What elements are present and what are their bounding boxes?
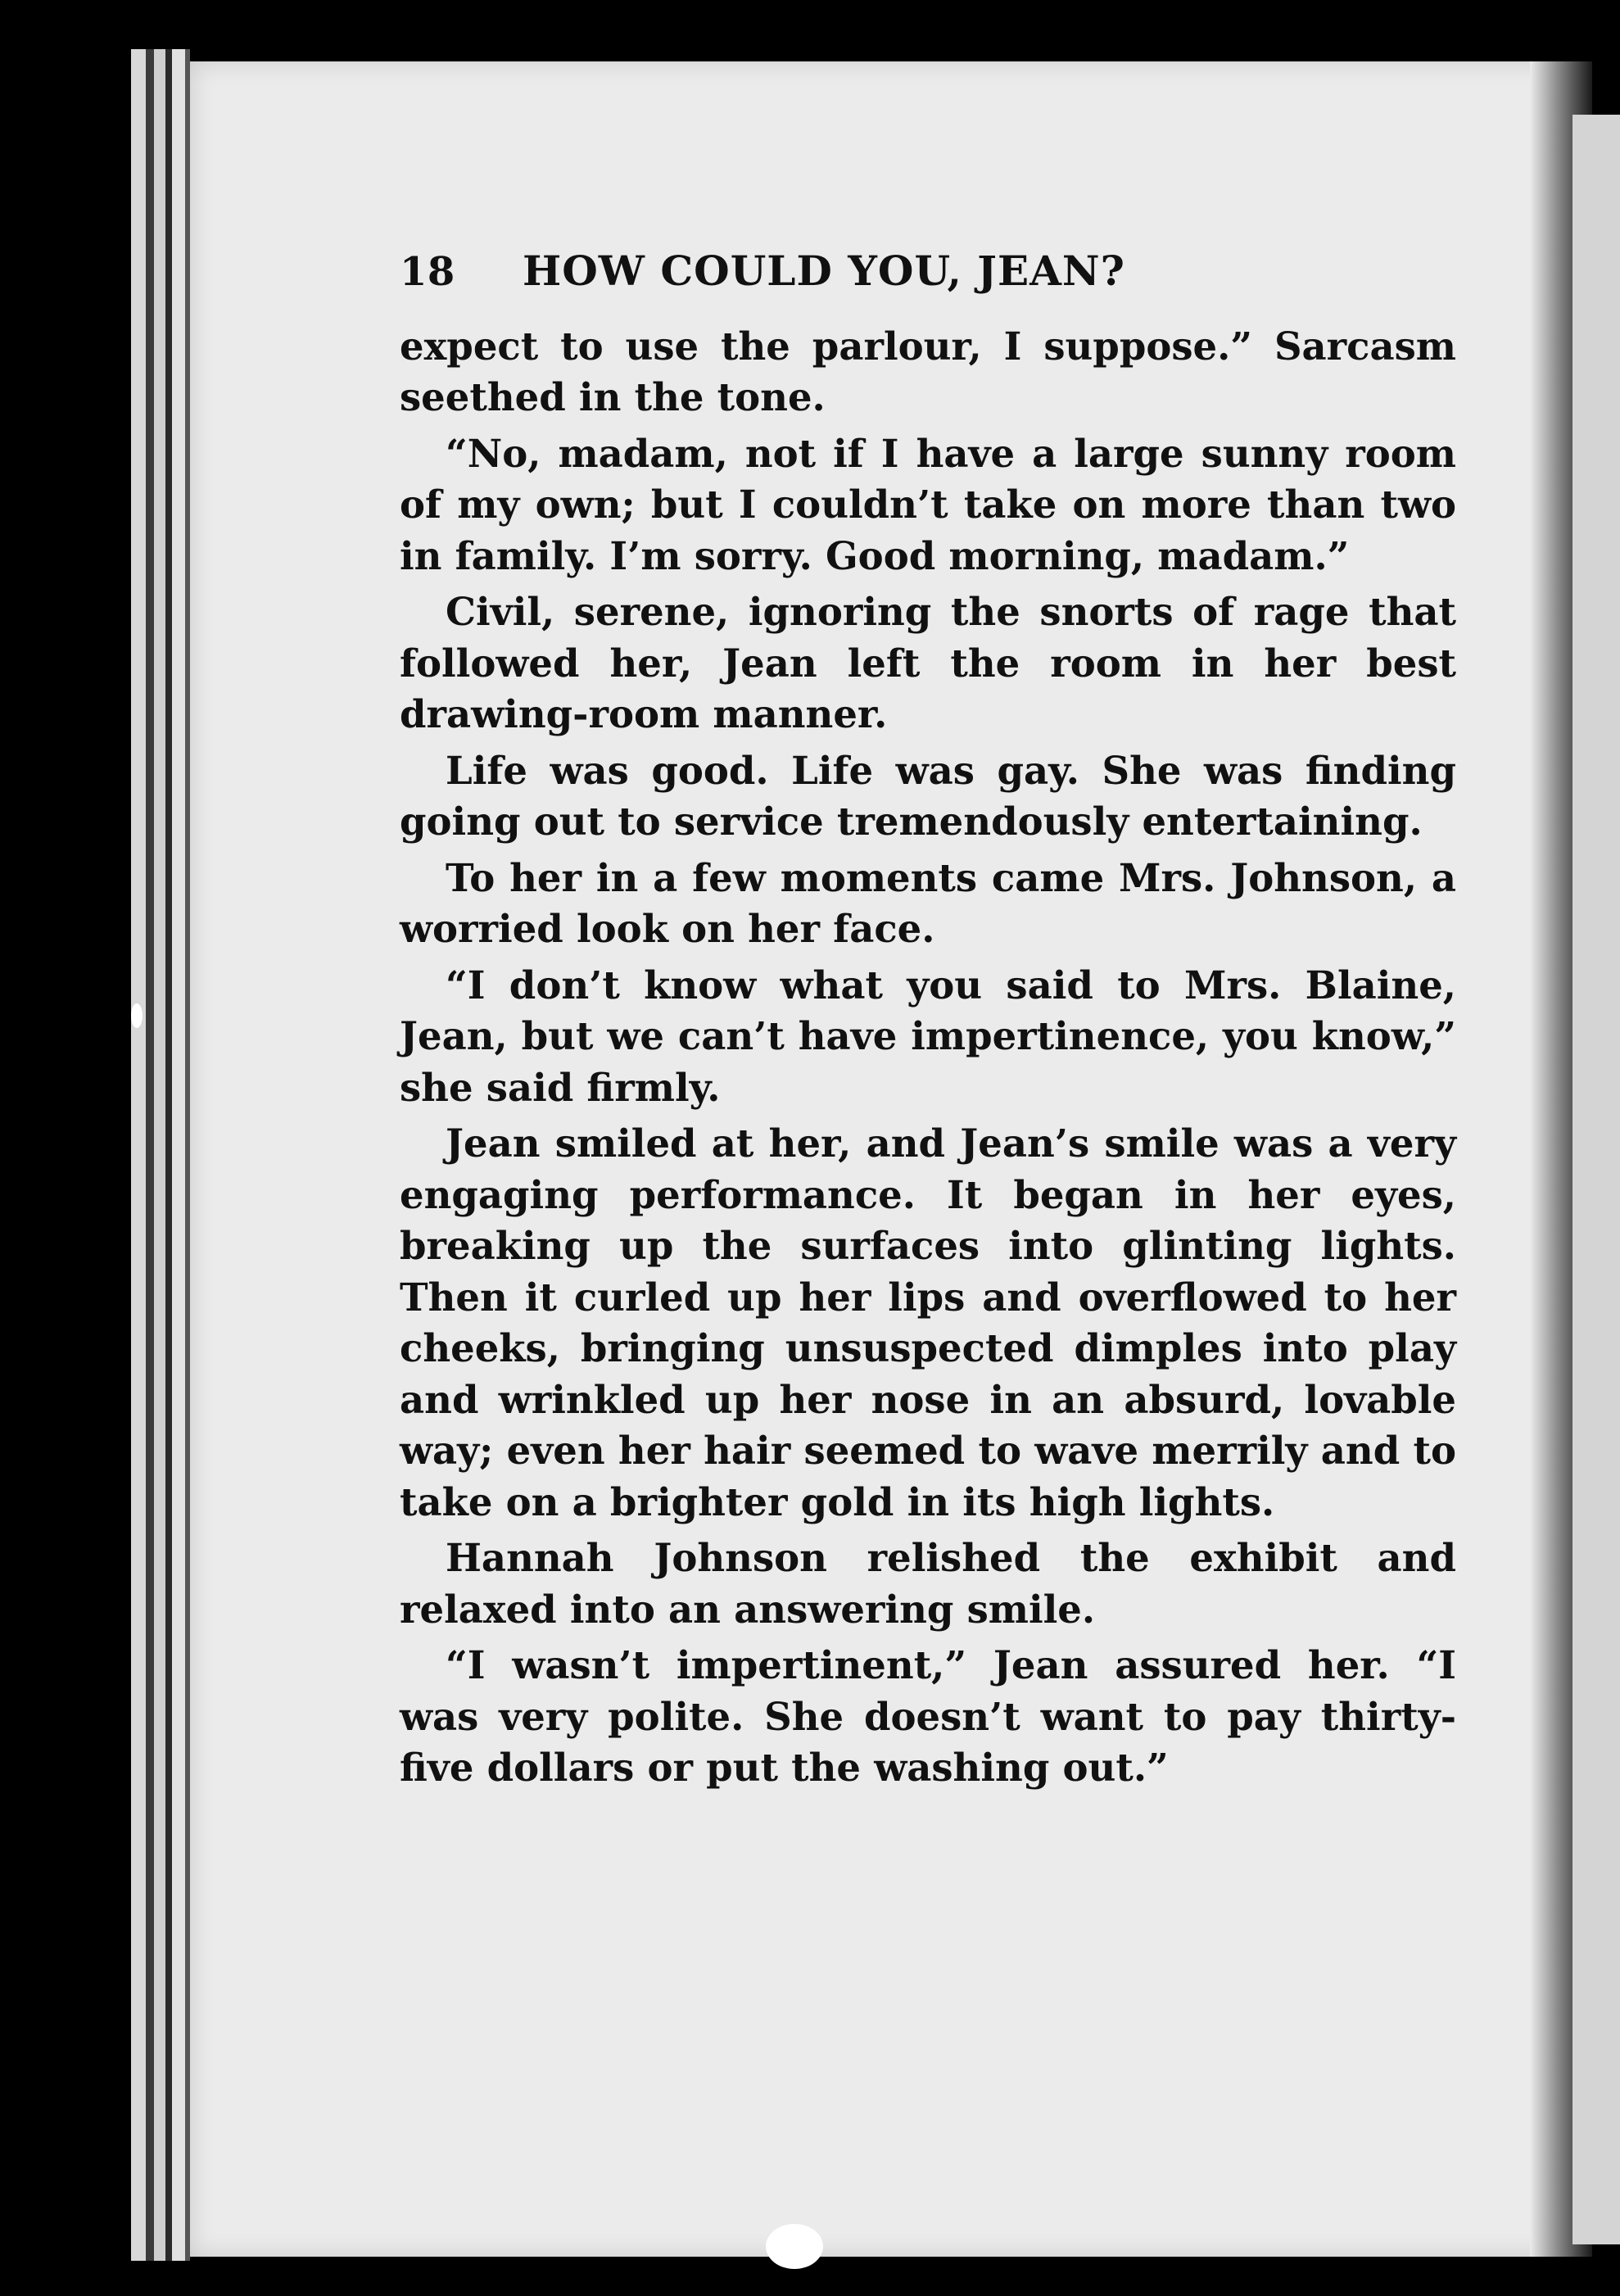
scan-speck	[131, 1003, 143, 1028]
page-edge	[131, 49, 146, 2261]
paragraph: Jean smiled at her, and Jean’s smile was a very engaging performance. It began in her eyes, breaking up the surfaces into glinting lights. Then it curled up her lips and overflowed to her cheeks, bringing unsuspected dimples into play and wrinkled up her nose in an absurd, lovable way; even her hair seemed to wave merrily and to take on a brighter gold in its high lights.	[400, 1121, 1456, 1524]
paragraph: “No, madam, not if I have a large sunny room of my own; but I couldn’t take on more than two in family. I’m sorry. Good morning, madam.”	[400, 430, 1456, 578]
paragraph: expect to use the parlour, I suppose.” Sarcasm seethed in the tone.	[400, 323, 1456, 419]
paragraph: “I don’t know what you said to Mrs. Blaine, Jean, but we can’t have impertinence, you know,” she said firmly.	[400, 962, 1456, 1110]
paragraph: Life was good. Life was gay. She was finding going out to service tremendously entertaining.	[400, 747, 1456, 844]
page-number: 18	[400, 249, 455, 295]
facing-page-edge	[1572, 115, 1620, 2244]
running-title: HOW COULD YOU, JEAN?	[523, 247, 1125, 295]
paragraph: Hannah Johnson relished the exhibit and relaxed into an answering smile.	[400, 1535, 1456, 1632]
page-edge	[146, 49, 154, 2261]
page-edge	[165, 49, 172, 2261]
paragraph: To her in a few moments came Mrs. Johnson, a worried look on her face.	[400, 854, 1456, 951]
paragraph: “I wasn’t impertinent,” Jean assured her. “I was very polite. She doesn’t want to pay thirty-five dollars or put the washing out.”	[400, 1642, 1456, 1790]
running-head	[400, 246, 1456, 298]
paragraph: Civil, serene, ignoring the snorts of rage that followed her, Jean left the room in her best drawing-room manner.	[400, 589, 1456, 736]
page-edge	[172, 49, 185, 2261]
page-text	[400, 246, 1456, 1794]
scan-speck	[766, 2224, 823, 2269]
page-edge	[154, 49, 165, 2261]
